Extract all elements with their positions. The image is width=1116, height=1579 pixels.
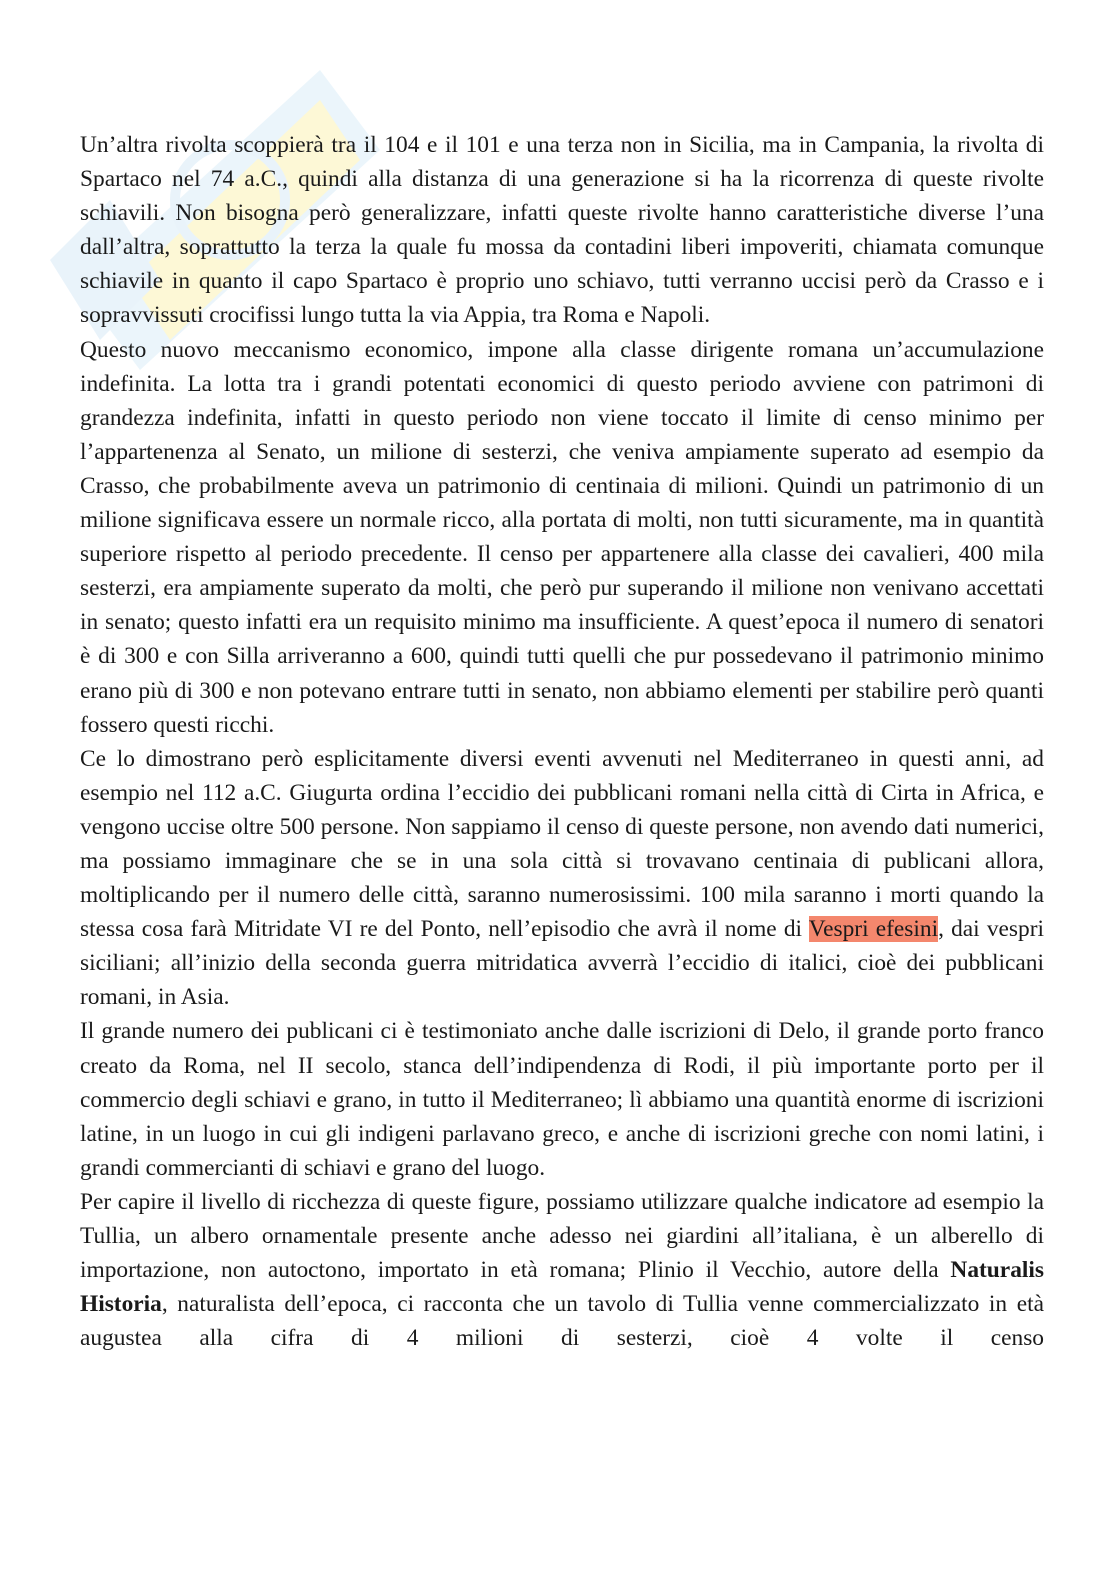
paragraph-publicani-massacres	[80, 742, 1044, 1015]
highlighted-term-vespri-efesini: Vespri efesini	[808, 916, 939, 943]
paragraph-slave-revolts: Un’altra rivolta scoppierà tra il 104 e il 101 e una terza non in Sicilia, ma in Campania, la rivolta di Spartaco nel 74 a.C., quindi alla distanza di una generazione si ha la ricorrenza di queste rivolte schiavili. Non bisogna però generalizzare, infatti queste rivolte hanno caratteristiche diverse l’una dall’altra, soprattutto la terza la quale fu mossa da contadini liberi impoveriti, chiamata comunque schiavile in quanto il capo Spartaco è proprio uno schiavo, tutti verranno uccisi però da Crasso e i sopravvissuti crocifissi lungo tutta la via Appia, tra Roma e Napoli.	[80, 132, 1044, 329]
document-body	[80, 128, 1044, 1355]
paragraph-delo-inscriptions: Il grande numero dei publicani ci è testimoniato anche dalle iscrizioni di Delo, il grande porto franco creato da Roma, nel II secolo, stanca dell’indipendenza di Rodi, il più importante porto per il commercio degli schiavi e grano, in tutto il Mediterraneo; lì abbiamo una quantità enorme di iscrizioni latine, in un luogo in cui gli indigeni parlavano greco, e anche di iscrizioni greche con nomi latini, i grandi commercianti di schiavi e grano del luogo.	[80, 1018, 1044, 1181]
paragraph-text-after: , dai vespri siciliani; all’inizio della seconda guerra mitridatica avverrà l’eccidio di italici, cioè dei pubblicani romani, in Asia.	[80, 916, 1044, 1011]
paragraph-text-after: , naturalista dell’epoca, ci racconta che un tavolo di Tullia venne commercializzato in età augustea alla cifra di 4 milioni di sesterzi, cioè 4 volte il censo	[80, 1291, 1044, 1352]
paragraph-accumulation: Questo nuovo meccanismo economico, impone alla classe dirigente romana un’accumulazione indefinita. La lotta tra i grandi potentati economici di questo periodo avviene con patrimoni di grandezza indefinita, infatti in questo periodo non viene toccato il limite di censo minimo per l’appartenenza al Senato, un milione di sesterzi, che veniva ampiamente superato ad esempio da Crasso, che probabilmente aveva un patrimonio di centinaia di milioni. Quindi un patrimonio di un milione significava essere un normale ricco, alla portata di molti, non tutti sicuramente, ma in quantità superiore rispetto al periodo precedente. Il censo per appartenere alla classe dei cavalieri, 400 mila sesterzi, era ampiamente superato da molti, che però pur superando il milione non venivano accettati in senato; questo infatti era un requisito minimo ma insufficiente. A quest’epoca il numero di senatori è di 300 e con Silla arriveranno a 600, quindi tutti quelli che pur possedevano il patrimonio minimo erano più di 300 e non potevano entrare tutti in senato, non abbiamo elementi per stabilire però quanti fossero questi ricchi.	[80, 336, 1044, 738]
paragraph-text-before: Per capire il livello di ricchezza di queste figure, possiamo utilizzare qualche indicatore ad esempio la Tullia, un albero ornamentale presente anche adesso nei giardini all’italiana, è un alberello di importazione, non autoctono, importato in età romana; Plinio il Vecchio, autore della	[80, 1188, 1044, 1284]
paragraph-text-before: Ce lo dimostrano però esplicitamente diversi eventi avvenuti nel Mediterraneo in questi anni, ad esempio nel 112 a.C. Giugurta ordina l’eccidio dei pubblicani romani nella città di Cirta in Africa, e vengono uccise oltre 500 persone. Non sappiamo il censo di queste persone, non avendo dati numerici, ma possiamo immaginare che se in una sola città si trovavano centinaia di publicani allora, moltiplicando per il numero delle città, saranno numerosissimi. 100 mila saranno i morti quando la stessa cosa farà Mitridate VI re del Ponto, nell’episodio che avrà il nome di	[80, 745, 1044, 943]
paragraph-tullia-wealth	[80, 1185, 1044, 1355]
bold-title-naturalis-historia: Naturalis Historia	[80, 1257, 1044, 1318]
